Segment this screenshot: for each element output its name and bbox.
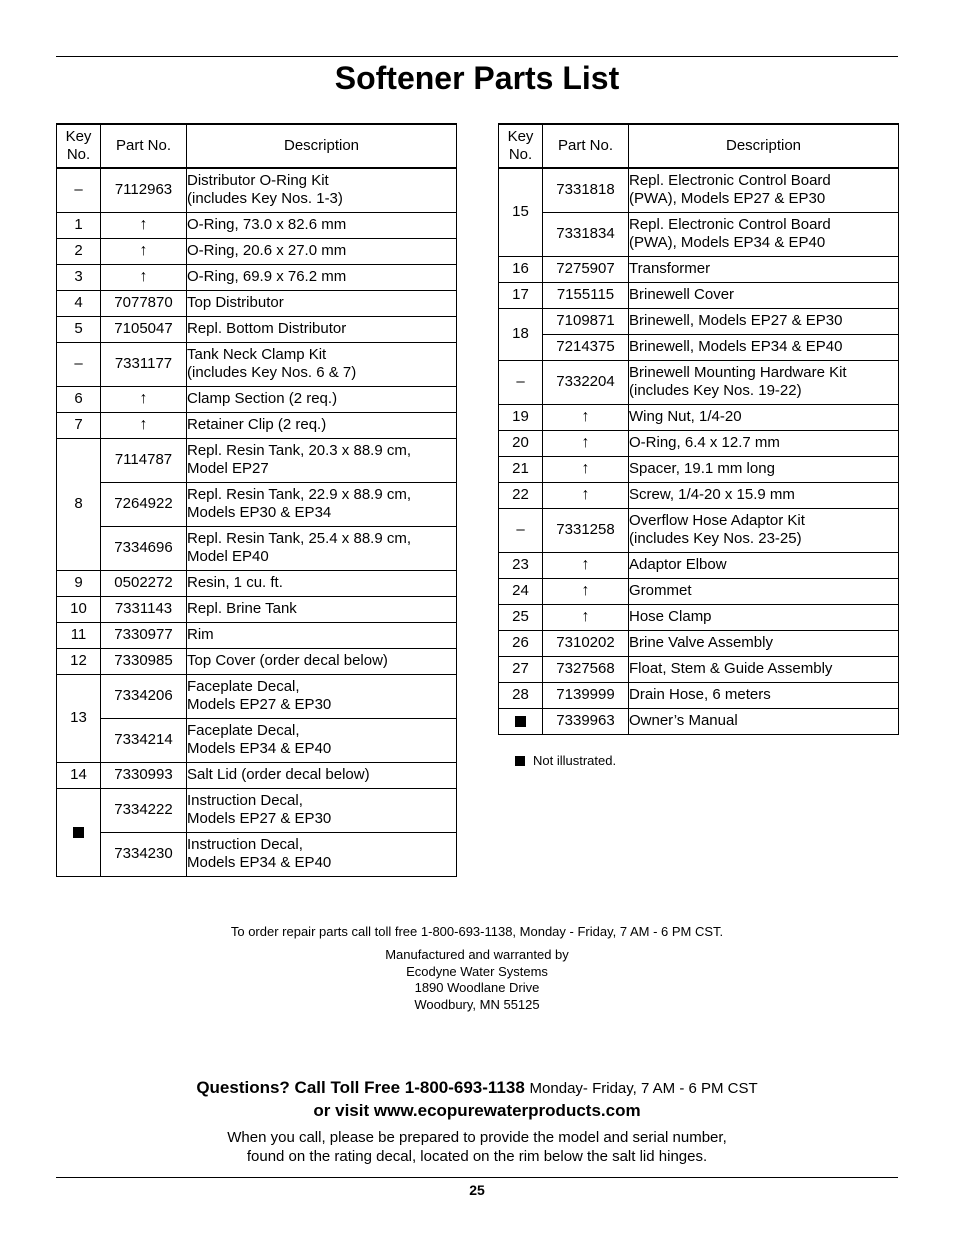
table-row <box>57 212 457 238</box>
description-cell: Overflow Hose Adaptor Kit (includes Key Nos. 23-25) <box>629 508 899 552</box>
key-number-cell: 9 <box>57 570 101 596</box>
same-as-above-arrow-icon: ↑ <box>101 212 187 238</box>
table-row <box>499 168 899 212</box>
table-row <box>499 508 899 552</box>
page-title: Softener Parts List <box>334 60 620 96</box>
part-number-cell: 7331177 <box>101 342 187 386</box>
description-cell: Drain Hose, 6 meters <box>629 682 899 708</box>
description-cell: Instruction Decal, Models EP27 & EP30 <box>187 788 457 832</box>
not-illustrated-icon <box>515 716 526 727</box>
description-cell: Brine Valve Assembly <box>629 630 899 656</box>
same-as-above-arrow-icon: ↑ <box>543 430 629 456</box>
key-number-cell: 15 <box>499 168 543 256</box>
part-number-cell: 7139999 <box>543 682 629 708</box>
key-number-cell: 19 <box>499 404 543 430</box>
key-number-cell: 11 <box>57 622 101 648</box>
key-number-cell: 2 <box>57 238 101 264</box>
description-cell: Repl. Resin Tank, 20.3 x 88.9 cm, Model EP27 <box>187 438 457 482</box>
description-cell: Screw, 1/4-20 x 15.9 mm <box>629 482 899 508</box>
toll-free-text: Questions? Call Toll Free 1-800-693-1138 <box>196 1078 525 1097</box>
description-cell: Owner’s Manual <box>629 708 899 734</box>
key-number-cell: 3 <box>57 264 101 290</box>
same-as-above-arrow-icon: ↑ <box>543 578 629 604</box>
part-number-cell: 7264922 <box>101 482 187 526</box>
manufacturer-line: Woodbury, MN 55125 <box>414 996 540 1012</box>
part-number-cell: 7105047 <box>101 316 187 342</box>
table-row <box>57 788 457 832</box>
key-number-cell <box>499 708 543 734</box>
table-row <box>499 404 899 430</box>
part-number-cell: 7331818 <box>543 168 629 212</box>
part-number-cell: 7330977 <box>101 622 187 648</box>
description-cell: Clamp Section (2 req.) <box>187 386 457 412</box>
key-number-cell: 8 <box>57 438 101 570</box>
header-description: Description <box>629 124 899 168</box>
table-row <box>57 168 457 212</box>
description-cell: Top Cover (order decal below) <box>187 648 457 674</box>
description-cell: Float, Stem & Guide Assembly <box>629 656 899 682</box>
left-parts-table <box>56 123 457 877</box>
header-part-no: Part No. <box>101 124 187 168</box>
description-cell: Repl. Electronic Control Board (PWA), Models EP34 & EP40 <box>629 212 899 256</box>
website-line: or visit www.ecopurewaterproducts.com <box>313 1101 641 1120</box>
table-row <box>499 630 899 656</box>
same-as-above-arrow-icon: ↑ <box>101 412 187 438</box>
table-row <box>499 604 899 630</box>
not-illustrated-note <box>515 753 616 769</box>
prepare-text: When you call, please be prepared to provide the model and serial number, found on the rating decal, located on the rim below the salt lid hinges. <box>227 1129 727 1165</box>
description-cell: Salt Lid (order decal below) <box>187 762 457 788</box>
table-row <box>499 682 899 708</box>
table-row <box>57 526 457 570</box>
description-cell: O-Ring, 73.0 x 82.6 mm <box>187 212 457 238</box>
right-parts-table <box>498 123 899 735</box>
description-cell: Brinewell, Models EP27 & EP30 <box>629 308 899 334</box>
key-number-cell: 28 <box>499 682 543 708</box>
table-row <box>57 482 457 526</box>
key-number-cell: 25 <box>499 604 543 630</box>
table-row <box>499 430 899 456</box>
header-part-no: Part No. <box>543 124 629 168</box>
key-number-cell: 17 <box>499 282 543 308</box>
manufacturer-line: Ecodyne Water Systems <box>406 963 548 979</box>
description-cell: O-Ring, 20.6 x 27.0 mm <box>187 238 457 264</box>
key-number-cell: 6 <box>57 386 101 412</box>
description-cell: O-Ring, 69.9 x 76.2 mm <box>187 264 457 290</box>
description-cell: Grommet <box>629 578 899 604</box>
header-key: Key No. <box>57 124 101 168</box>
same-as-above-arrow-icon: ↑ <box>101 264 187 290</box>
key-number-cell: 18 <box>499 308 543 360</box>
same-as-above-arrow-icon: ↑ <box>101 238 187 264</box>
key-number-cell: 23 <box>499 552 543 578</box>
same-as-above-arrow-icon: ↑ <box>543 482 629 508</box>
hours-text: Monday- Friday, 7 AM - 6 PM CST <box>529 1080 758 1097</box>
same-as-above-arrow-icon: ↑ <box>543 404 629 430</box>
table-row <box>499 656 899 682</box>
part-number-cell: 7332204 <box>543 360 629 404</box>
part-number-cell: 7330993 <box>101 762 187 788</box>
key-number-cell: 4 <box>57 290 101 316</box>
table-row <box>57 386 457 412</box>
part-number-cell: 7112963 <box>101 168 187 212</box>
part-number-cell: 7214375 <box>543 334 629 360</box>
description-cell: Brinewell, Models EP34 & EP40 <box>629 334 899 360</box>
table-row <box>57 648 457 674</box>
description-cell: Adaptor Elbow <box>629 552 899 578</box>
manufacturer-block <box>0 947 954 1013</box>
table-row <box>499 282 899 308</box>
key-number-cell: 26 <box>499 630 543 656</box>
bottom-rule <box>56 1177 898 1178</box>
key-number-cell: 10 <box>57 596 101 622</box>
table-row <box>499 578 899 604</box>
description-cell: Rim <box>187 622 457 648</box>
part-number-cell: 7331834 <box>543 212 629 256</box>
description-cell: Tank Neck Clamp Kit (includes Key Nos. 6 & 7) <box>187 342 457 386</box>
part-number-cell: 7114787 <box>101 438 187 482</box>
table-row <box>57 570 457 596</box>
top-rule <box>56 56 898 57</box>
part-number-cell: 7334230 <box>101 832 187 876</box>
part-number-cell: 0502272 <box>101 570 187 596</box>
part-number-cell: 7330985 <box>101 648 187 674</box>
description-cell: Repl. Brine Tank <box>187 596 457 622</box>
description-cell: O-Ring, 6.4 x 12.7 mm <box>629 430 899 456</box>
description-cell: Resin, 1 cu. ft. <box>187 570 457 596</box>
manufacturer-line: 1890 Woodlane Drive <box>414 980 540 995</box>
description-cell: Repl. Resin Tank, 22.9 x 88.9 cm, Models EP30 & EP34 <box>187 482 457 526</box>
table-row <box>499 256 899 282</box>
key-number-cell: 1 <box>57 212 101 238</box>
description-cell: Distributor O-Ring Kit (includes Key Nos. 1-3) <box>187 168 457 212</box>
description-cell: Repl. Resin Tank, 25.4 x 88.9 cm, Model EP40 <box>187 526 457 570</box>
table-row <box>57 316 457 342</box>
table-row <box>499 212 899 256</box>
part-number-cell: 7310202 <box>543 630 629 656</box>
page-number: 25 <box>469 1182 485 1198</box>
manufacturer-line: Manufactured and warranted by <box>385 947 569 962</box>
description-cell: Transformer <box>629 256 899 282</box>
table-row <box>57 438 457 482</box>
part-number-cell: 7331143 <box>101 596 187 622</box>
key-number-cell: 14 <box>57 762 101 788</box>
same-as-above-arrow-icon: ↑ <box>101 386 187 412</box>
part-number-cell: 7275907 <box>543 256 629 282</box>
description-cell: Faceplate Decal, Models EP34 & EP40 <box>187 718 457 762</box>
description-cell: Top Distributor <box>187 290 457 316</box>
key-number-cell: – <box>499 360 543 404</box>
note-text: Not illustrated. <box>533 753 617 768</box>
key-number-cell: 5 <box>57 316 101 342</box>
key-number-cell: – <box>57 168 101 212</box>
part-number-cell: 7334696 <box>101 526 187 570</box>
description-cell: Repl. Electronic Control Board (PWA), Models EP27 & EP30 <box>629 168 899 212</box>
key-number-cell: 12 <box>57 648 101 674</box>
key-number-cell: 27 <box>499 656 543 682</box>
part-number-cell: 7339963 <box>543 708 629 734</box>
description-cell: Brinewell Mounting Hardware Kit (includes Key Nos. 19-22) <box>629 360 899 404</box>
description-cell: Retainer Clip (2 req.) <box>187 412 457 438</box>
description-cell: Hose Clamp <box>629 604 899 630</box>
table-row <box>499 308 899 334</box>
table-row <box>499 708 899 734</box>
table-row <box>57 762 457 788</box>
description-cell: Repl. Bottom Distributor <box>187 316 457 342</box>
part-number-cell: 7334214 <box>101 718 187 762</box>
header-description: Description <box>187 124 457 168</box>
part-number-cell: 7334206 <box>101 674 187 718</box>
key-number-cell <box>57 788 101 876</box>
description-cell: Wing Nut, 1/4-20 <box>629 404 899 430</box>
square-icon <box>515 756 525 766</box>
same-as-above-arrow-icon: ↑ <box>543 552 629 578</box>
part-number-cell: 7155115 <box>543 282 629 308</box>
table-row <box>57 342 457 386</box>
key-number-cell: 24 <box>499 578 543 604</box>
part-number-cell: 7327568 <box>543 656 629 682</box>
description-cell: Faceplate Decal, Models EP27 & EP30 <box>187 674 457 718</box>
order-line: To order repair parts call toll free 1-800-693-1138, Monday - Friday, 7 AM - 6 PM CST. <box>230 924 724 939</box>
key-number-cell: 13 <box>57 674 101 762</box>
table-row <box>499 360 899 404</box>
key-number-cell: 7 <box>57 412 101 438</box>
key-number-cell: 16 <box>499 256 543 282</box>
description-cell: Instruction Decal, Models EP34 & EP40 <box>187 832 457 876</box>
table-row <box>499 456 899 482</box>
part-number-cell: 7109871 <box>543 308 629 334</box>
table-row <box>57 674 457 718</box>
table-row <box>57 238 457 264</box>
key-number-cell: 21 <box>499 456 543 482</box>
part-number-cell: 7331258 <box>543 508 629 552</box>
key-number-cell: 20 <box>499 430 543 456</box>
table-row <box>57 290 457 316</box>
not-illustrated-icon <box>73 827 84 838</box>
header-key: Key No. <box>499 124 543 168</box>
table-row <box>57 622 457 648</box>
table-row <box>57 412 457 438</box>
table-row <box>499 334 899 360</box>
description-cell: Brinewell Cover <box>629 282 899 308</box>
table-row <box>499 552 899 578</box>
key-number-cell: 22 <box>499 482 543 508</box>
description-cell: Spacer, 19.1 mm long <box>629 456 899 482</box>
table-row <box>499 482 899 508</box>
table-row <box>57 596 457 622</box>
part-number-cell: 7077870 <box>101 290 187 316</box>
same-as-above-arrow-icon: ↑ <box>543 604 629 630</box>
key-number-cell: – <box>57 342 101 386</box>
table-row <box>57 832 457 876</box>
table-row <box>57 718 457 762</box>
same-as-above-arrow-icon: ↑ <box>543 456 629 482</box>
key-number-cell: – <box>499 508 543 552</box>
questions-line <box>0 1077 954 1100</box>
part-number-cell: 7334222 <box>101 788 187 832</box>
table-row <box>57 264 457 290</box>
